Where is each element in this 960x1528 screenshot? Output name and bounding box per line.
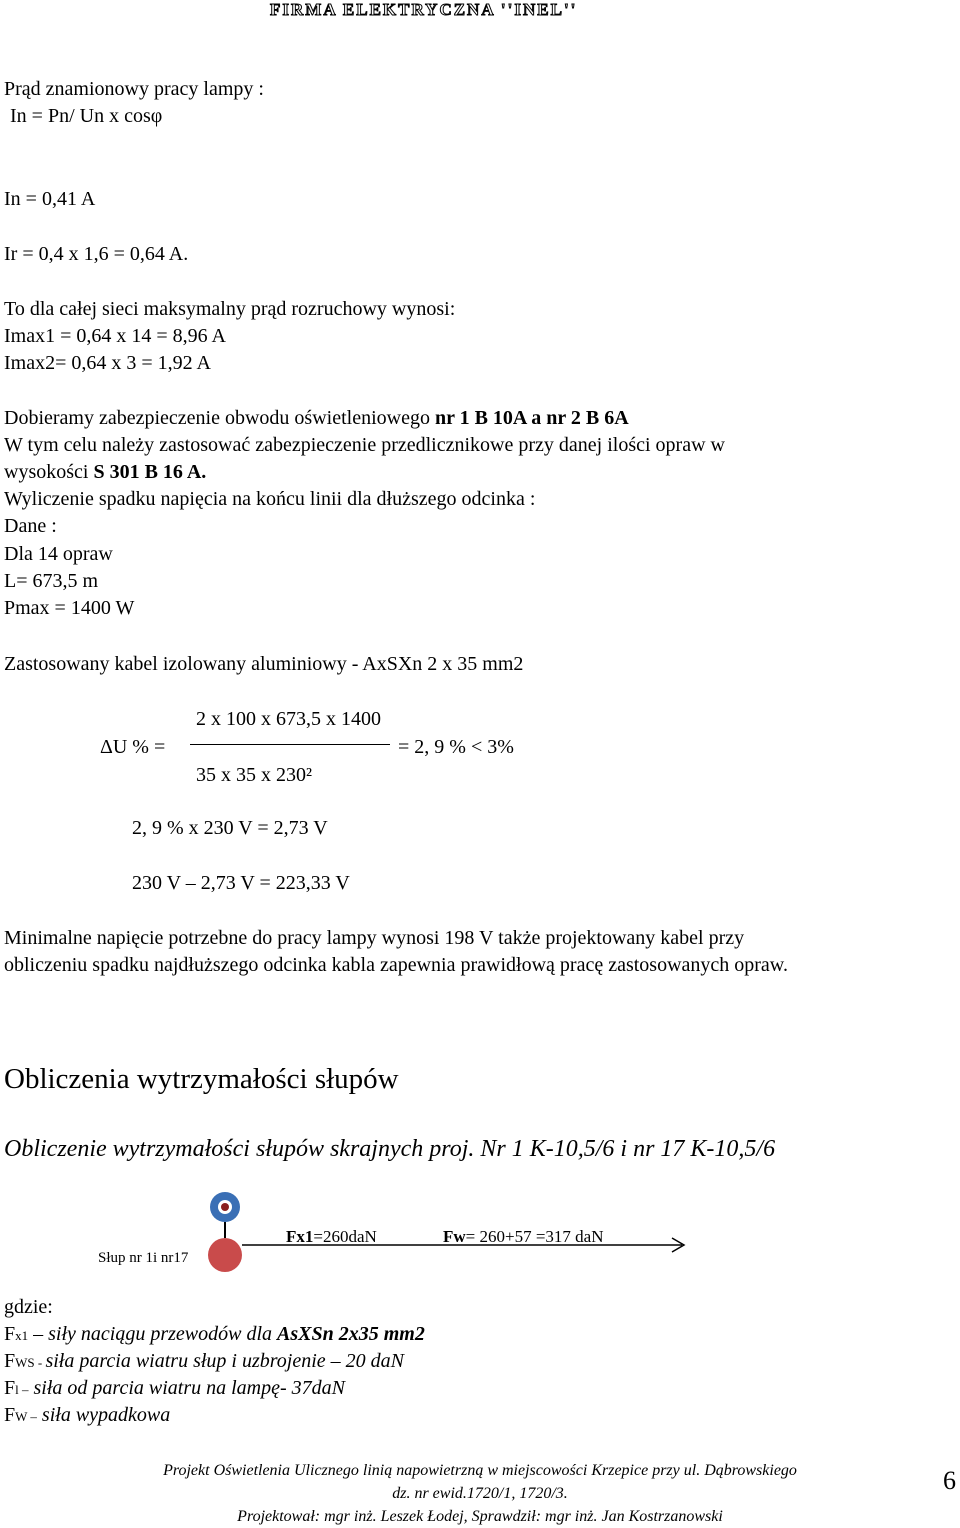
legend-bold: AsXSn 2x35 mm2 (277, 1323, 425, 1345)
text-bold: nr 1 B 10A a nr 2 B 6A (434, 407, 629, 429)
text-line: Prąd znamionowy pracy lampy : (4, 78, 264, 100)
legend-item (4, 1375, 345, 1403)
text-line: Ir = 0,4 x 1,6 = 0,64 A. (4, 243, 189, 265)
text-span: Dobieramy zabezpieczenie obwodu oświetleniowego (4, 407, 435, 429)
legend-sub: l – (15, 1382, 29, 1397)
formula-lhs: ΔU % = (100, 736, 166, 758)
legend-sub: x1 (15, 1328, 29, 1343)
text-line: Zastosowany kabel izolowany aluminiowy - AxSXn 2 x 35 mm2 (4, 653, 524, 675)
insulator-core (221, 1203, 229, 1211)
text-line (4, 459, 206, 486)
text-line (4, 405, 629, 432)
text-line: Dla 14 opraw (4, 543, 113, 565)
legend-sub: W – (15, 1409, 37, 1424)
formula-result: = 2, 9 % < 3% (398, 736, 514, 758)
fw-value: = 260+57 =317 daN (465, 1227, 604, 1246)
fw-symbol: Fw (443, 1227, 466, 1246)
formula-numerator: 2 x 100 x 673,5 x 1400 (196, 708, 381, 730)
header-company: FIRMA ELEKTRYCZNA ''INEL'' (270, 0, 578, 19)
text-span: wysokości (4, 461, 94, 483)
legend-desc: siła parcia wiatru słup i uzbrojenie – 20 daN (45, 1350, 405, 1372)
legend-item (4, 1348, 404, 1376)
legend-sub: WS - (15, 1355, 46, 1370)
legend-dash: – (28, 1323, 49, 1345)
legend-item (4, 1321, 425, 1349)
fx1-label (286, 1227, 377, 1247)
section-subtitle: Obliczenie wytrzymałości słupów skrajnych proj. Nr 1 K-10,5/6 i nr 17 K-10,5/6 (4, 1136, 776, 1162)
legend-sym: F (4, 1323, 16, 1345)
formula-calc1: 2, 9 % x 230 V = 2,73 V (132, 817, 328, 839)
formula-calc2 (132, 870, 350, 897)
formula-denominator: 35 x 35 x 230² (196, 764, 312, 786)
text-line: L= 673,5 m (4, 570, 99, 592)
footer-line1: Projekt Oświetlenia Ulicznego linią napowietrzną w miejscowości Krzepice przy ul. Dąbrowskiego (163, 1462, 797, 1479)
text-line: In = Pn/ Un x cosφ (10, 105, 163, 127)
legend-desc: siła od parcia wiatru na lampę- 37daN (28, 1377, 345, 1399)
legend-intro: gdzie: (4, 1296, 53, 1318)
text-line: To dla całej sieci maksymalny prąd rozruchowy wynosi: (4, 298, 456, 320)
text-bold: S 301 B 16 A. (93, 461, 207, 483)
legend-sym: F (4, 1350, 16, 1372)
section-title: Obliczenia wytrzymałości słupów (4, 1063, 399, 1095)
text-line: Dane : (4, 515, 57, 537)
footer-line3: Projektował: mgr inż. Leszek Łodej, Sprawdził: mgr inż. Jan Kostrzanowski (237, 1508, 723, 1525)
footer-line2: dz. nr ewid.1720/1, 1720/3. (392, 1485, 568, 1502)
conclusion-line2: obliczeniu spadku najdłuższego odcinka kabla zapewnia prawidłową pracę zastosowanych opraw. (4, 954, 788, 976)
text-line: Wyliczenie spadku napięcia na końcu linii dla dłuższego odcinka : (4, 488, 536, 510)
legend-desc: siła wypadkowa (36, 1404, 171, 1426)
text-line: W tym celu należy zastosować zabezpieczenie przedlicznikowe przy danej ilości opraw w (4, 434, 725, 456)
fx1-value: =260daN (313, 1227, 377, 1246)
legend-desc: siły naciągu przewodów dla (48, 1323, 278, 1345)
legend-item (4, 1402, 170, 1430)
calc2-dash: – (185, 872, 196, 894)
text-line: Pmax = 1400 W (4, 597, 135, 619)
fraction-bar (190, 744, 390, 745)
legend-sym: F (4, 1404, 16, 1426)
text-line: Imax1 = 0,64 x 14 = 8,96 A (4, 325, 226, 347)
page-number: 6 (943, 1466, 956, 1495)
calc2-rest: 2,73 V = 223,33 V (195, 872, 350, 894)
fx1-symbol: Fx1 (286, 1227, 314, 1246)
calc2-part: 230 V (132, 872, 186, 894)
fw-label (443, 1227, 604, 1247)
conclusion-line1: Minimalne napięcie potrzebne do pracy lampy wynosi 198 V także projektowany kabel przy (4, 927, 745, 949)
legend-sym: F (4, 1377, 16, 1399)
pole-label: Słup nr 1i nr17 (98, 1250, 189, 1266)
text-line: In = 0,41 A (4, 188, 96, 210)
text-line: Imax2= 0,64 x 3 = 1,92 A (4, 352, 211, 374)
pole-circle-icon (208, 1238, 242, 1272)
